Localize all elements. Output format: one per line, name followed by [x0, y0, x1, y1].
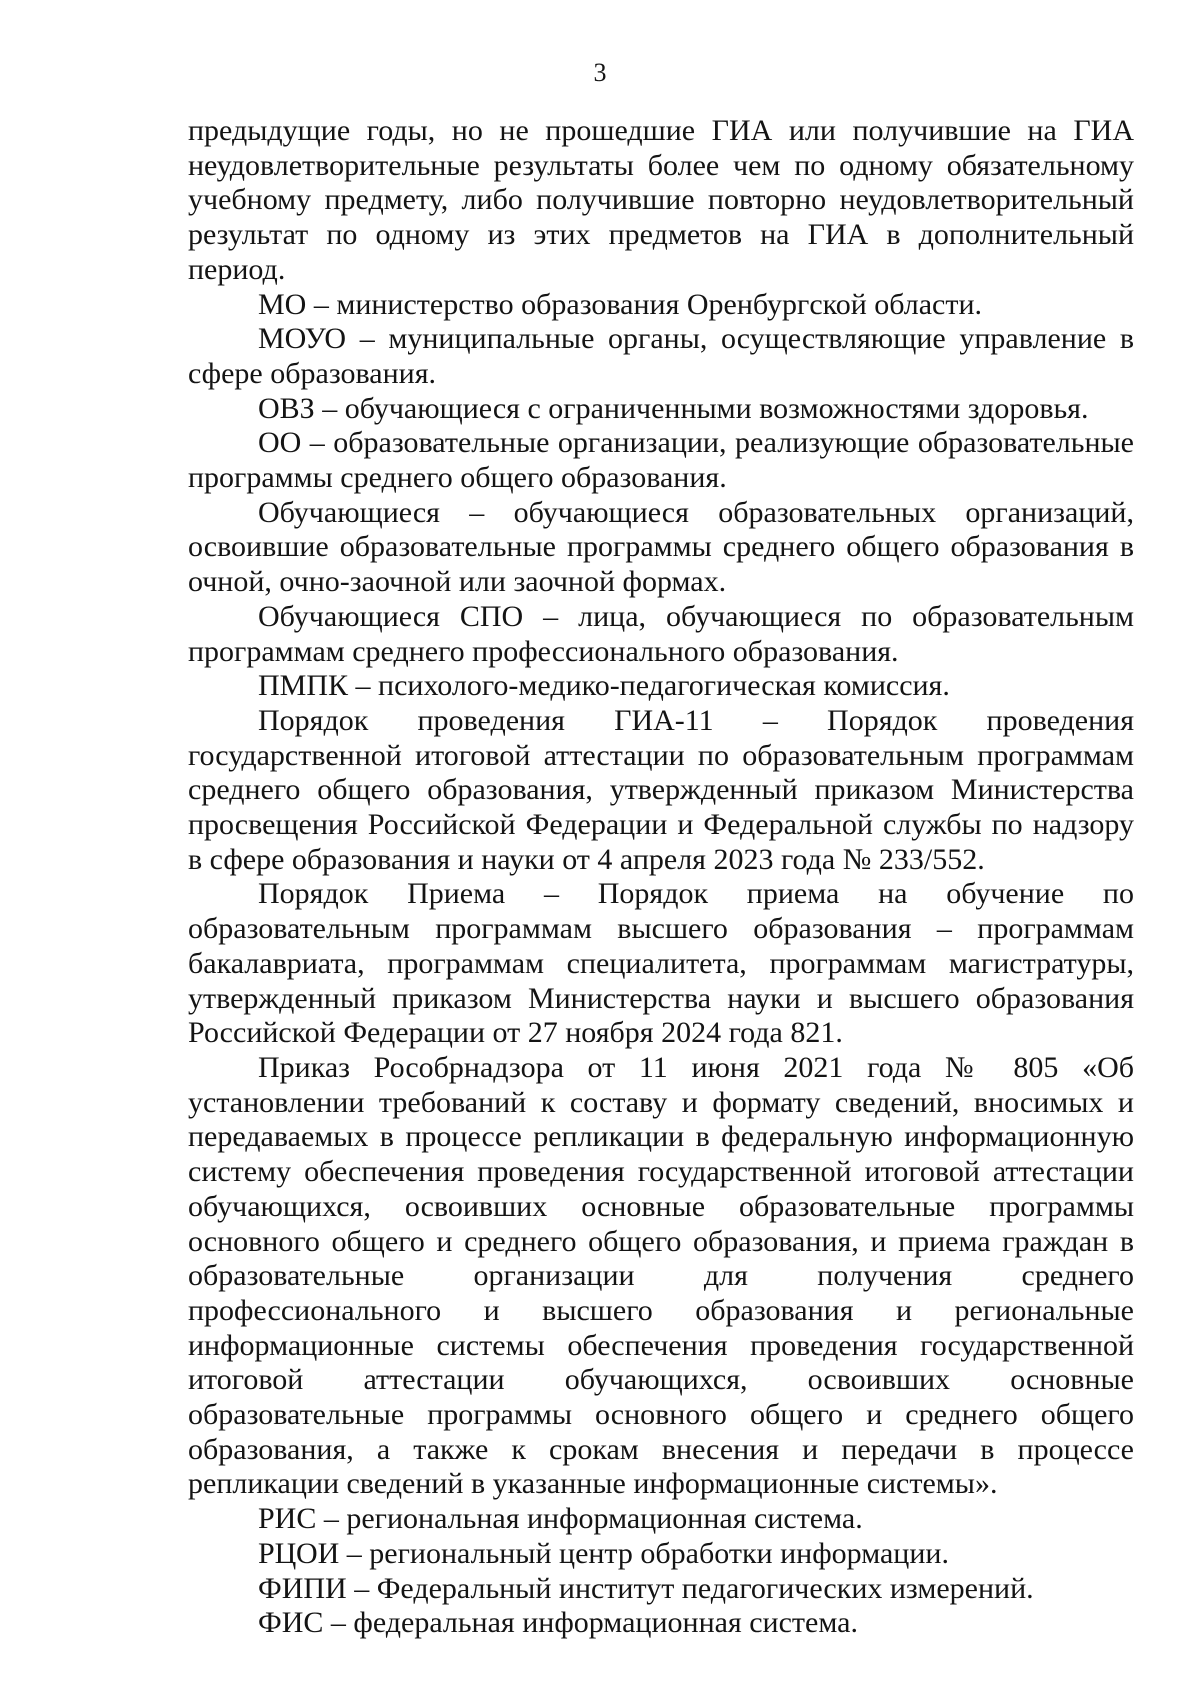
definition-oo: ОО – образовательные организации, реализующие образовательные программы среднего общего образования.	[188, 426, 1134, 495]
definition-mouo: МОУО – муниципальные органы, осуществляющие управление в сфере образования.	[188, 322, 1134, 390]
document-body	[188, 114, 1134, 1641]
definition-pmpk: ПМПК – психолого-медико-педагогическая комиссия.	[258, 669, 950, 703]
definition-fipi: ФИПИ – Федеральный институт педагогических измерений.	[258, 1571, 1034, 1605]
page-number: 3	[593, 58, 607, 87]
definition-poryadok-priema: Порядок Приема – Порядок приема на обучение по образовательным программам высшего образования – программам бакалавриата, программам специалитета, программам магистратуры, утвержденный приказом Министерства науки и высшего образования Российской Федерации от 27 ноября 2024 года 821.	[188, 877, 1134, 1050]
definition-ris: РИС – региональная информационная система.	[258, 1502, 863, 1536]
paragraph-continuation: предыдущие годы, но не прошедшие ГИА или получившие на ГИА неудовлетворительные результаты более чем по одному обязательному учебному предмету, либо получившие повторно неудовлетворительный результат по одному из этих предметов на ГИА в дополнительный период.	[188, 114, 1134, 286]
definition-prikaz-rosobrnadzora: Приказ Рособрнадзора от 11 июня 2021 года № 805 «Об установлении требований к составу и формату сведений, вносимых и передаваемых в процессе репликации в федеральную информационную систему обеспечения проведения государственной итоговой аттестации обучающихся, освоивших основные образовательные программы основного общего и среднего общего образования, и приема граждан в образовательные организации для получения среднего профессионального и высшего образования и региональные информационные системы обеспечения проведения государственной итоговой аттестации обучающихся, освоивших основные образовательные программы основного общего и среднего общего образования, а также к срокам внесения и передачи в процессе репликации сведений в указанные информационные системы».	[188, 1050, 1134, 1501]
definition-poryadok-gia-11: Порядок проведения ГИА-11 – Порядок проведения государственной итоговой аттестации по образовательным программам среднего общего образования, утвержденный приказом Министерства просвещения Российской Федерации и Федеральной службы по надзору в сфере образования и науки от 4 апреля 2023 года № 233/552.	[188, 703, 1134, 876]
definition-obuchayushchiesya: Обучающиеся – обучающиеся образовательных организаций, освоившие образовательные программы среднего общего образования в очной, очно-заочной или заочной формах.	[188, 495, 1134, 599]
definition-ovz: ОВЗ – обучающиеся с ограниченными возможностями здоровья.	[258, 391, 1089, 425]
definition-mo: МО – министерство образования Оренбургской области.	[258, 287, 983, 321]
definition-rtsoi: РЦОИ – региональный центр обработки информации.	[258, 1536, 949, 1570]
definition-obuchayushchiesya-spo: Обучающиеся СПО – лица, обучающиеся по образовательным программам среднего профессионального образования.	[188, 599, 1134, 668]
definition-fis: ФИС – федеральная информационная система.	[258, 1606, 858, 1640]
